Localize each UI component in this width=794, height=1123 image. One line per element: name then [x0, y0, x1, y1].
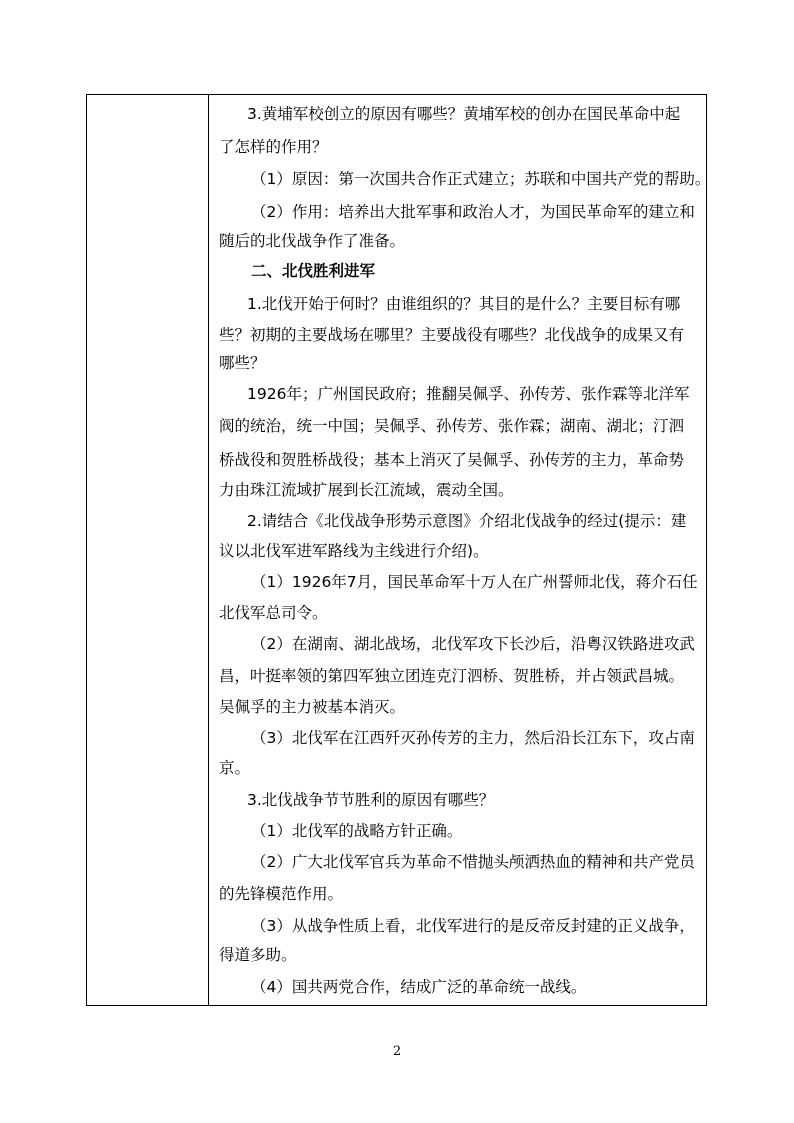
answer-1-line-4: 力由珠江流域扩展到长江流域，震动全国。: [219, 481, 514, 499]
answer-effect-line-1: （2）作用：培养出大批军事和政治人才，为国民革命军的建立和: [251, 203, 695, 221]
answer-1-line-2: 阀的统治，统一中国；吴佩孚、孙传芳、张作霖；湖南、湖北；汀泗: [219, 417, 685, 435]
answer-2-2-line-1: （2）在湖南、湖北战场，北伐军攻下长沙后，沿粤汉铁路进攻武: [251, 635, 695, 653]
answer-3-4: （4）国共两党合作，结成广泛的革命统一战线。: [251, 978, 587, 996]
answer-2-1-line-1: （1）1926年7月，国民革命军十万人在广州誓师北伐，蒋介石任: [251, 573, 698, 591]
left-empty-cell: [87, 95, 208, 1005]
page-number: 2: [392, 1044, 402, 1059]
answer-3-1: （1）北伐军的战略方针正确。: [251, 822, 463, 840]
question-1-line-2: 些？初期的主要战场在哪里？主要战役有哪些？北伐战争的成果又有: [219, 326, 685, 344]
answer-3-3-line-2: 得道多助。: [219, 946, 297, 964]
question-3-line-1: 3.黄埔军校创立的原因有哪些？黄埔军校的创办在国民革命中起: [247, 105, 681, 123]
answer-2-1-line-2: 北伐军总司令。: [219, 604, 328, 622]
answer-1-line-1: 1926年；广州国民政府；推翻吴佩孚、孙传芳、张作霖等北洋军: [247, 385, 690, 403]
answer-2-3-line-1: （3）北伐军在江西歼灭孙传芳的主力，然后沿长江东下，攻占南: [251, 729, 695, 747]
answer-2-2-line-3: 吴佩孚的主力被基本消灭。: [219, 698, 406, 716]
question-1-line-3: 哪些？: [219, 354, 266, 372]
question-3b: 3.北伐战争节节胜利的原因有哪些？: [247, 791, 495, 809]
answer-3-2-line-1: （2）广大北伐军官兵为革命不惜抛头颅洒热血的精神和共产党员: [251, 853, 695, 871]
answer-3-2-line-2: 的先锋模范作用。: [219, 885, 344, 903]
content-cell: [209, 95, 711, 1005]
question-2-line-1: 2.请结合《北伐战争形势示意图》介绍北伐战争的经过(提示：建: [247, 512, 687, 530]
question-3-line-2: 了怎样的作用？: [219, 138, 328, 156]
lesson-table: [86, 94, 711, 1006]
answer-1-line-3: 桥战役和贺胜桥战役；基本上消灭了吴佩孚、孙传芳的主力，革命势: [219, 451, 685, 469]
question-2-line-2: 议以北伐军进军路线为主线进行介绍)。: [219, 542, 489, 560]
answer-reason: （1）原因：第一次国共合作正式建立；苏联和中国共产党的帮助。: [251, 170, 711, 188]
answer-2-2-line-2: 昌，叶挺率领的第四军独立团连克汀泗桥、贺胜桥，并占领武昌城。: [219, 667, 685, 685]
answer-3-3-line-1: （3）从战争性质上看，北伐军进行的是反帝反封建的正义战争，: [251, 917, 695, 935]
answer-effect-line-2: 随后的北伐战争作了准备。: [219, 232, 406, 250]
answer-2-3-line-2: 京。: [219, 759, 251, 777]
section-heading: 二、北伐胜利进军: [251, 262, 376, 280]
question-1-line-1: 1.北伐开始于何时？由谁组织的？其目的是什么？主要目标有哪: [247, 295, 681, 313]
